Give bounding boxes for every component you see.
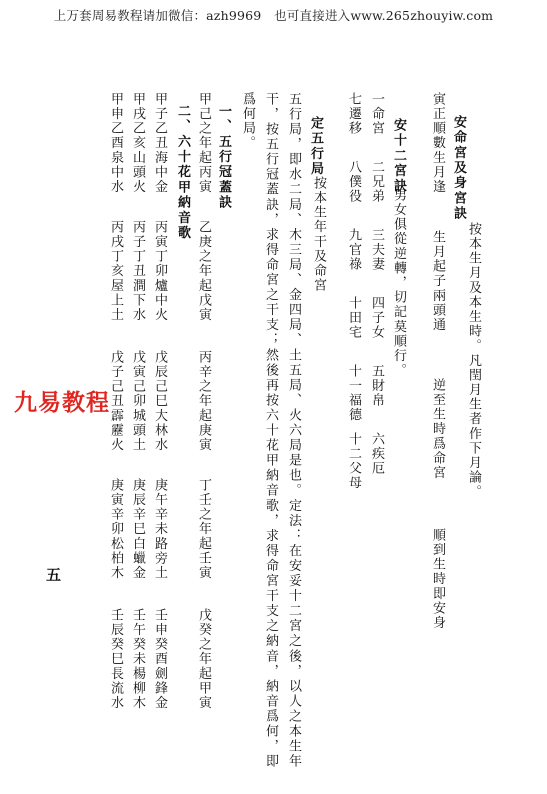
- ming-gong-line-1b: 生月起子兩頭通: [430, 230, 445, 333]
- section-title-twelve-palaces: 安十二宮訣: [391, 118, 406, 194]
- section-title-wuxing-ju: 定五行局: [308, 116, 323, 177]
- section-title-guangai: 一、五行冠蓋訣: [216, 104, 231, 211]
- palace-item: 四子女: [369, 296, 384, 340]
- ming-gong-line-1a: 寅正順數生月逢: [430, 92, 445, 195]
- nayin-item: 甲戌乙亥山頭火: [130, 92, 145, 195]
- nayin-item: 壬辰癸巳長流水: [108, 608, 123, 711]
- palace-item: 三夫妻: [369, 228, 384, 272]
- nayin-item: 甲子乙丑海中金: [152, 92, 167, 195]
- page-number: 五: [46, 566, 62, 584]
- nayin-item: 丙寅丁卯爐中火: [152, 220, 167, 323]
- nayin-item: 壬申癸酉劍鋒金: [152, 608, 167, 711]
- nayin-item: 庚寅辛卯松柏木: [108, 478, 123, 581]
- nayin-item: 壬午癸未楊柳木: [130, 608, 145, 711]
- nayin-item: 庚辰辛巳白蠟金: [130, 478, 145, 581]
- wuxing-ju-paragraph-line: 干，按五行冠蓋訣，求得命宮之干支；然後再按六十花甲納音歌，求得命宮干支之納音，納音爲何，即: [263, 92, 278, 770]
- palace-item: 六疾厄: [369, 432, 384, 476]
- guangai-item: 甲己之年起丙寅: [196, 92, 211, 195]
- nayin-item: 戊辰己巳大林水: [152, 350, 167, 453]
- ming-gong-line-1c: 逆至生時爲命宮: [430, 378, 445, 481]
- ming-gong-note: 按本生月及本生時。凡閏月生者作下月論。: [466, 222, 481, 500]
- twelve-palaces-note: 男女俱從逆轉，切記莫順行。: [391, 188, 406, 378]
- palace-item: 七遷移: [346, 92, 361, 136]
- palace-item: 十一福德: [346, 364, 361, 423]
- nayin-item: 丙子丁丑澗下水: [130, 220, 145, 323]
- guangai-item: 戊癸之年起甲寅: [196, 608, 211, 711]
- palace-item: 一命宮: [369, 92, 384, 136]
- palace-item: 十田宅: [346, 296, 361, 340]
- palace-item: 九官祿: [346, 228, 361, 272]
- ming-gong-line-1d: 順到生時即安身: [430, 528, 445, 631]
- guangai-item: 丙辛之年起庚寅: [196, 350, 211, 453]
- guangai-item: 丁壬之年起壬寅: [196, 478, 211, 581]
- nayin-item: 甲申乙酉泉中水: [108, 92, 123, 195]
- section-title-nayin: 二、六十花甲納音歌: [175, 104, 190, 241]
- wuxing-ju-note: 按本生年干及命宮: [311, 176, 326, 293]
- nayin-item: 戊寅己卯城頭土: [130, 350, 145, 453]
- nayin-item: 戊子己丑霹靂火: [108, 350, 123, 453]
- section-title-ming-gong: 安命宮及身宮訣: [451, 115, 466, 222]
- wuxing-ju-paragraph-line: 爲何局。: [240, 92, 255, 151]
- header-banner: 上万套周易教程请加微信：azh9969 也可直接进入www.265zhouyiw.com: [53, 8, 494, 23]
- wuxing-ju-paragraph-line: 五行局，即水二局、木三局、金四局、土五局、火六局是也。定法：在安妥十二宮之後，以人之本生年: [286, 92, 301, 770]
- palace-item: 二兄弟: [369, 160, 384, 204]
- palace-item: 八僕役: [346, 160, 361, 204]
- nayin-item: 丙戌丁亥屋上土: [108, 220, 123, 323]
- guangai-item: 乙庚之年起戊寅: [196, 220, 211, 323]
- palace-item: 十二父母: [346, 432, 361, 491]
- watermark-logo: 九易教程: [14, 390, 110, 416]
- palace-item: 五財帛: [369, 364, 384, 408]
- nayin-item: 庚午辛未路旁土: [152, 478, 167, 581]
